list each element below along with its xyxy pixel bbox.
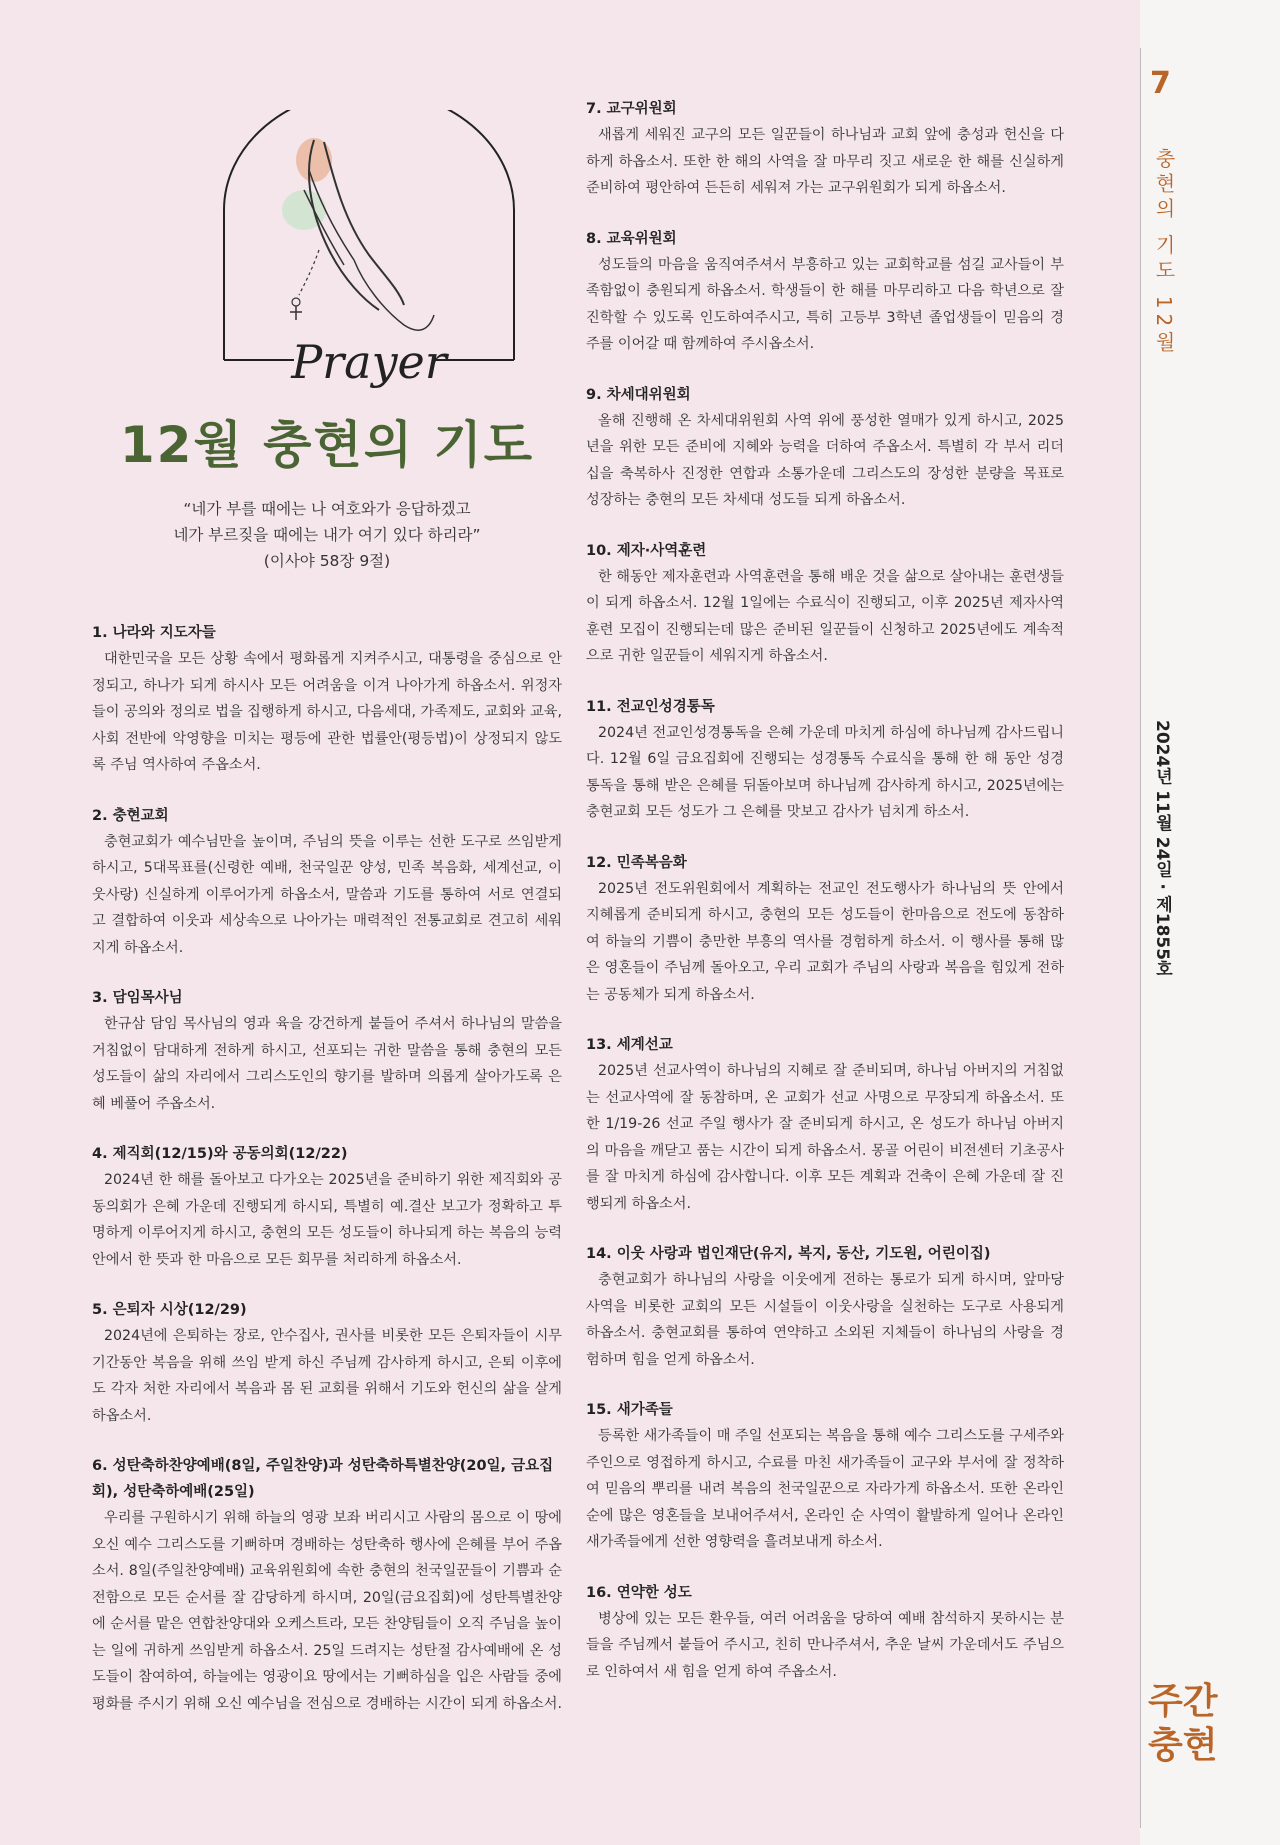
page-title: 12월 충현의 기도 bbox=[119, 416, 535, 474]
sidebar bbox=[1140, 0, 1280, 1845]
prayer-list-left bbox=[92, 620, 562, 1741]
section-title: 9. 차세대위원회 bbox=[586, 386, 691, 403]
section-title: 13. 세계선교 bbox=[586, 1037, 673, 1053]
prayer-section bbox=[586, 538, 1064, 670]
page-number: 7 bbox=[1150, 66, 1171, 101]
prayer-section bbox=[92, 1297, 562, 1429]
prayer-section bbox=[586, 96, 1064, 202]
section-body: 우리를 구원하시기 위해 하늘의 영광 보좌 버리시고 사람의 몸으로 이 땅에 오신 예수 그리스도를 기뻐하며 경배하는 성탄축하 행사에 은혜를 부어 주옵소서. 8일(주일찬양예배) 교육위원회에 속한 충현의 천국일꾼들이 기쁨과 순전함으로 모든 순서를 잘 감당하게 하시며, 20일(금요집회)에 성탄특별찬양에 순서를 맡은 연합찬양대와 오케스트라, 모든 찬양팀들이 오직 주님을 높이는 일에 귀하게 쓰임받게 하옵소서. 25일 드려지는 성탄절 감사예배에 온 성도들이 참여하여, 하늘에는 영광이요 땅에서는 기뻐하심을 입은 사람들 중에 평화를 주시기 위해 오신 예수님을 전심으로 경배하는 시간이 되게 하옵소서. bbox=[92, 1510, 562, 1712]
section-title: 16. 연약한 성도 bbox=[586, 1584, 692, 1601]
section-body: 2024년 전교인성경통독을 은혜 가운데 마치게 하심에 하나님께 감사드립니다. 12월 6일 금요집회에 진행되는 성경통독 수료식을 통해 한 해 동안 성경통독을 통해 받은 은혜를 뒤돌아보며 하나님께 감사하게 하시고, 2025년에는 충현교회 모든 성도가 그 은혜를 맛보고 감사가 넘치게 하소서. bbox=[586, 724, 1064, 820]
publication-logo bbox=[1148, 1680, 1218, 1768]
prayer-section bbox=[586, 1241, 1064, 1373]
prayer-section bbox=[586, 382, 1064, 514]
prayer-section bbox=[92, 1141, 562, 1273]
prayer-section bbox=[586, 1580, 1064, 1686]
section-body: 2025년 전도위원회에서 계획하는 전교인 전도행사가 하나님의 뜻 안에서 지혜롭게 준비되게 하시고, 충현의 모든 성도들이 한마음으로 전도에 동참하여 하늘의 기쁨이 충만한 부흥의 역사를 경험하게 하소서. 이 행사를 통해 많은 영혼들이 주님께 돌아오고, 우리 교회가 주님의 사랑과 복음을 힘있게 전하는 공동체가 되게 하옵소서. bbox=[586, 880, 1064, 1003]
section-title: 2. 충현교회 bbox=[92, 807, 169, 824]
scripture-verse bbox=[92, 496, 562, 574]
section-body: 2024년에 은퇴하는 장로, 안수집사, 권사를 비롯한 모든 은퇴자들이 시무기간동안 복음을 위해 쓰임 받게 하신 주님께 감사하게 하시고, 은퇴 이후에도 각자 처한 자리에서 복음과 몸 된 교회를 위해서 기도와 헌신의 삶을 살게 하옵소서. bbox=[92, 1328, 562, 1424]
section-body: 병상에 있는 모든 환우들, 여러 어려움을 당하여 예배 참석하지 못하시는 분들을 주님께서 붙들어 주시고, 친히 만나주셔서, 추운 날씨 가운데서도 주님으로 인하여서 새 힘을 얻게 하여 주옵소서. bbox=[586, 1610, 1064, 1680]
section-title: 8. 교육위원회 bbox=[586, 230, 677, 247]
section-body: 2025년 선교사역이 하나님의 지혜로 잘 준비되며, 하나님 아버지의 거침없는 선교사역에 잘 동참하며, 온 교회가 선교 사명으로 무장되게 하옵소서. 또한 1/19-26 선교 주일 행사가 잘 준비되게 하시고, 온 성도가 하나님 아버지의 마음을 깨닫고 품는 시간이 되게 하옵소서. 몽골 어린이 비전센터 기초공사를 잘 마치게 하심에 감사합니다. 이후 모든 계획과 건축이 은혜 가운데 잘 진행되게 하옵소서. bbox=[586, 1063, 1064, 1212]
prayer-list-right bbox=[586, 96, 1064, 1709]
section-title: 15. 새가족들 bbox=[586, 1402, 673, 1418]
verse-line: “네가 부를 때에는 나 여호와가 응답하겠고 bbox=[183, 500, 471, 518]
section-title: 6. 성탄축하찬양예배(8일, 주일찬양)과 성탄축하특별찬양(20일, 금요집회), 성탄축하예배(25일) bbox=[92, 1458, 554, 1500]
section-body: 충현교회가 예수님만을 높이며, 주님의 뜻을 이루는 선한 도구로 쓰임받게 하시고, 5대목표를(신령한 예배, 천국일꾼 양성, 민족 복음화, 세계선교, 이웃사랑) 신실하게 이루어가게 하옵소서, 말씀과 기도를 통하여 서로 연결되고 결합하여 이웃과 세상속으로 나아가는 매력적인 전통교회로 견고히 세워지게 하옵소서. bbox=[92, 833, 562, 956]
verse-line: 네가 부르짖을 때에는 내가 여기 있다 하리라” bbox=[173, 526, 481, 544]
issue-date: 2024년 11월 24일 · 제1855호 bbox=[1152, 720, 1172, 978]
section-body: 충현교회가 하나님의 사랑을 이웃에게 전하는 통로가 되게 하시며, 앞마당 사역을 비롯한 교회의 모든 시설들이 이웃사랑을 실천하는 도구로 사용되게 하옵소서. 충현교회를 통하여 연약하고 소외된 지체들이 하나님의 사랑을 경험하며 힘을 얻게 하옵소서. bbox=[586, 1272, 1064, 1368]
prayer-section bbox=[586, 1032, 1064, 1217]
section-title: 5. 은퇴자 시상(12/29) bbox=[92, 1302, 247, 1318]
section-body: 한 해동안 제자훈련과 사역훈련을 통해 배운 것을 삶으로 살아내는 훈련생들이 되게 하옵소서. 12월 1일에는 수료식이 진행되고, 이후 2025년 제자사역훈련 모집이 진행되는데 많은 준비된 일꾼들이 신청하고 2025년에도 계속적으로 귀한 일꾼들이 세워지게 하옵소서. bbox=[586, 568, 1064, 664]
prayer-script-text: Prayer bbox=[291, 335, 447, 389]
publication-name-line: 주간 bbox=[1148, 1681, 1218, 1722]
prayer-section bbox=[92, 620, 562, 779]
prayer-section bbox=[92, 985, 562, 1117]
prayer-section bbox=[586, 850, 1064, 1009]
section-body: 대한민국을 모든 상황 속에서 평화롭게 지켜주시고, 대통령을 중심으로 안정되고, 하나가 되게 하시사 모든 어려움을 이겨 나아가게 하옵소서. 위정자들이 공의와 정의로 법을 집행하게 하시고, 다음세대, 가족제도, 교회와 교육, 사회 전반에 악영향을 미치는 평등에 관한 법률안(평등법)이 상정되지 않도록 주님 역사하여 주옵소서. bbox=[92, 651, 562, 773]
prayer-section bbox=[92, 803, 562, 962]
section-title: 4. 제직회(12/15)와 공동의회(12/22) bbox=[92, 1146, 348, 1162]
section-title: 1. 나라와 지도자들 bbox=[92, 625, 216, 641]
section-title: 10. 제자·사역훈련 bbox=[586, 542, 707, 559]
verse-reference: (이사야 58장 9절) bbox=[263, 552, 391, 570]
sidebar-title: 충현의 기도 12월 bbox=[1152, 148, 1176, 357]
section-body: 2024년 한 해를 돌아보고 다가오는 2025년을 준비하기 위한 제직회와 공동의회가 은혜 가운데 진행되게 하시되, 특별히 예.결산 보고가 정확하고 투명하게 이루어지게 하시고, 충현의 모든 성도들이 하나되게 하는 복음의 능력 안에서 한 뜻과 한 마음으로 모든 회무를 처리하게 하옵소서. bbox=[92, 1172, 562, 1268]
prayer-section bbox=[586, 1397, 1064, 1556]
section-title: 12. 민족복음화 bbox=[586, 854, 687, 871]
sidebar-divider bbox=[1140, 48, 1141, 1828]
section-title: 3. 담임목사님 bbox=[92, 990, 183, 1006]
publication-name-line: 충현 bbox=[1148, 1725, 1218, 1766]
prayer-section bbox=[586, 226, 1064, 358]
section-body: 한규삼 담임 목사님의 영과 육을 강건하게 붙들어 주셔서 하나님의 말씀을 거침없이 담대하게 전하게 하시고, 선포되는 귀한 말씀을 통해 충현의 모든 성도들이 삶의 자리에서 그리스도인의 향기를 발하며 의롭게 살아가도록 은혜 베풀어 주옵소서. bbox=[92, 1016, 562, 1112]
prayer-section bbox=[586, 694, 1064, 826]
section-body: 성도들의 마음을 움직여주셔서 부흥하고 있는 교회학교를 섬길 교사들이 부족함없이 충원되게 하옵소서. 학생들이 한 해를 마무리하고 다음 학년으로 잘 진학할 수 있도록 인도하여주시고, 특히 고등부 3학년 졸업생들이 믿음의 경주를 이어갈 때 함께하여 주시옵소서. bbox=[586, 256, 1064, 352]
praying-hands-icon bbox=[204, 110, 534, 420]
section-body: 등록한 새가족들이 매 주일 선포되는 복음을 통해 예수 그리스도를 구세주와 주인으로 영접하게 하시고, 수료를 마친 새가족들이 교구와 부서에 잘 정착하여 믿음의 뿌리를 내려 복음의 천국일꾼으로 자라가게 하옵소서. 또한 온라인 순에 많은 영혼들을 보내어주셔서, 온라인 순 사역이 활발하게 일어나 온라인 새가족들에게 선한 영향력을 흘려보내게 하소서. bbox=[586, 1428, 1064, 1550]
section-title: 11. 전교인성경통독 bbox=[586, 698, 715, 715]
section-body: 새롭게 세워진 교구의 모든 일꾼들이 하나님과 교회 앞에 충성과 헌신을 다하게 하옵소서. 또한 한 해의 사역을 잘 마무리 짓고 새로운 한 해를 신실하게 준비하여 평안하여 든든히 세워져 가는 교구위원회가 되게 하옵소서. bbox=[586, 127, 1064, 196]
section-title: 14. 이웃 사랑과 법인재단(유지, 복지, 동산, 기도원, 어린이집) bbox=[586, 1246, 991, 1262]
section-title: 7. 교구위원회 bbox=[586, 101, 677, 117]
prayer-section bbox=[92, 1453, 562, 1717]
section-body: 올해 진행해 온 차세대위원회 사역 위에 풍성한 열매가 있게 하시고, 2025년을 위한 모든 준비에 지혜와 능력을 더하여 주옵소서. 특별히 각 부서 리더십을 축복하사 진정한 연합과 소통가운데 그리스도의 장성한 분량을 목표로 성장하는 충현의 모든 차세대 성도들 되게 하옵소서. bbox=[586, 412, 1064, 508]
